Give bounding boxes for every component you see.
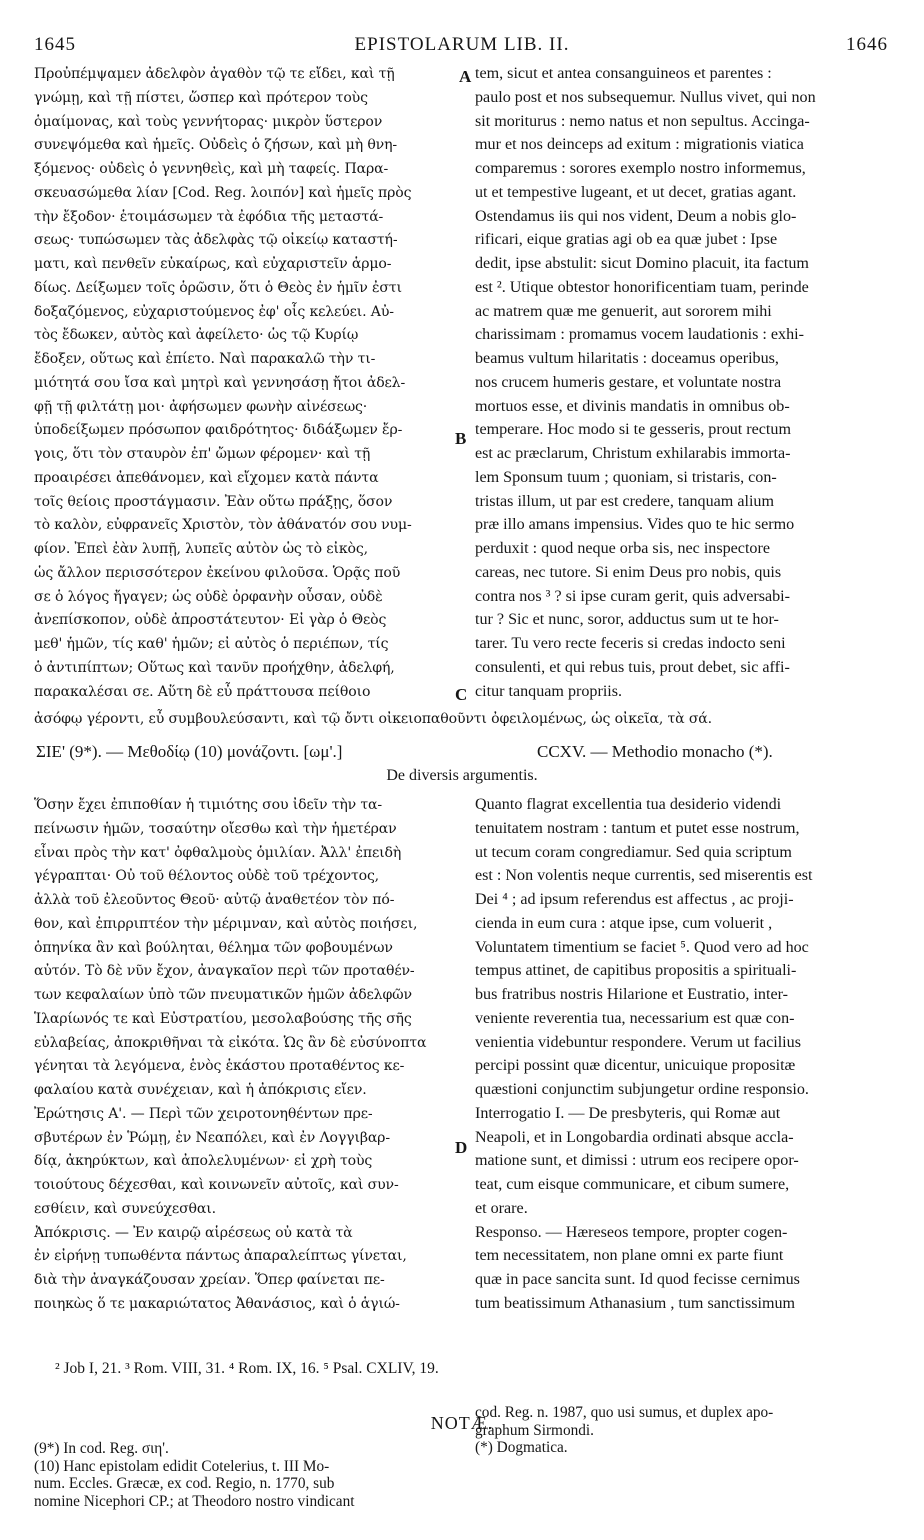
latin-text-line: temperare. Hoc modo si te gesseris, prout rectum <box>475 421 791 439</box>
latin-text-line: tem necessitatem, non plane omni ex parte fiunt <box>475 1247 784 1265</box>
margin-marker-b: B <box>455 429 467 448</box>
greek-text-line: ὡς ἄλλον περισσότερον ἐκείνου φιλοῦσα. Ὁρᾷς ποῦ <box>34 564 401 581</box>
letter-subtitle: De diversis argumentis. <box>386 767 538 784</box>
greek-text-line: τοῖς θείοις προστάγμασιν. Ἐὰν οὕτω πράξῃς, ὅσον <box>34 493 393 510</box>
latin-text-line: perduxit : quod neque orba sis, nec inspectore <box>475 540 770 557</box>
margin-marker-c: C <box>455 685 468 704</box>
note-line: cod. Reg. n. 1987, quo usi sumus, et duplex apo- <box>475 1404 774 1421</box>
latin-text-line: quæstioni conjunctim subjungetur ordine responsio. <box>475 1081 809 1098</box>
latin-text-line: teat, cum eisque communicare, et cibum sumere, <box>475 1176 790 1193</box>
greek-text-line: Προὐπέμψαμεν ἀδελφὸν ἀγαθὸν τῷ τε εἴδει, καὶ τῇ <box>34 66 395 82</box>
latin-text-line: tristas illum, ut par est credere, tanquam alium <box>475 492 774 510</box>
latin-text-line: tem, sicut et antea consanguineos et parentes : <box>475 65 772 82</box>
greek-text-line: γένηται τὰ λεγόμενα, ἑνὸς ἑκάστου προταθέντος κε- <box>34 1058 405 1075</box>
latin-text-line: mortuos esse, et divinis mandatis in omnibus ob- <box>475 397 790 415</box>
latin-text-line: consulenti, et qui rebus tuis, prout debet, sic affi- <box>475 658 790 676</box>
latin-text-line: contra nos ³ ? si ipse curam gerit, quis adversabi- <box>475 587 790 605</box>
latin-text-line: careas, nec tutore. Si enim Deus pro nobis, quis <box>475 563 782 581</box>
notae-heading: NOTÆ. <box>430 1413 494 1433</box>
greek-text-line: δίᾳ, ἀκηρύκτων, καὶ ἀπολελυμένων· εἰ χρὴ τοὺς <box>34 1153 373 1170</box>
page-number-right: 1646 <box>846 34 888 55</box>
latin-text-line: est ². Utique obtestor honorificentiam tuam, perinde <box>475 278 809 296</box>
latin-text-line: est : Non volentis neque currentis, sed miserentis est <box>475 867 813 885</box>
latin-text-line: percipi possint quæ dicentur, unicuique propositæ <box>475 1057 796 1075</box>
greek-text-line: σε ὁ λόγος ἤγαγεν; ὡς οὐδὲ ὀρφανὴν οὖσαν, οὐδὲ <box>34 588 383 605</box>
greek-text-line: σβυτέρων ἐν Ῥώμῃ, ἐν Νεαπόλει, καὶ ἐν Λογγιβαρ- <box>34 1129 390 1146</box>
greek-text-line: γοις, ὅτι τὸν σταυρὸν ἐπ' ὤμων φέρομεν· καὶ τῇ <box>34 446 371 462</box>
latin-text-line: Responso. — Hæreseos tempore, propter cogen- <box>475 1223 788 1241</box>
latin-text-line: nos crucem humeris gestare, et voluntate nostra <box>475 373 782 391</box>
greek-text-line: θον, καὶ ἐπιρριπτέον τὴν μέριμναν, καὶ αὐτὸς ποιήσει, <box>34 915 418 932</box>
greek-text-line: φαλαίου κατὰ συνέχειαν, καὶ ἡ ἀπόκρισις εἴεν. <box>34 1082 367 1098</box>
greek-text-line: ἐν εἰρήνῃ τυπωθέντα πάντως ἀπαραλείπτως γίνεται, <box>34 1248 407 1265</box>
greek-text-line: Ὅσην ἔχει ἐπιποθίαν ἡ τιμιότης σου ἰδεῖν τὴν τα- <box>34 797 383 813</box>
greek-text-line: προαιρέσει ἀπεθάνομεν, καὶ εἴχομεν κατὰ πάντα <box>34 469 379 486</box>
greek-text-line: ἀλλὰ τοῦ ἐλεοῦντος Θεοῦ· αὐτῷ ἀναθετέον τὸν πό- <box>34 892 395 908</box>
note-line: (10) Hanc epistolam edidit Cotelerius, t. III Mo- <box>34 1457 330 1475</box>
greek-text-line: ὑποδείξωμεν πρόσωπον φαιδρότητος· διδάξωμεν ἔρ- <box>34 422 403 439</box>
greek-text-line: ποιηκὼς ὅ τε μακαριώτατος Ἀθανάσιος, καὶ ὁ ἁγιώ- <box>34 1295 400 1312</box>
latin-text-line: quæ in pace sancita sunt. Id quod fecisse cernimus <box>475 1271 800 1288</box>
page-number-left: 1645 <box>34 34 76 55</box>
latin-text-line: Voluntatem timentium se faciet ⁵. Quod vero ad hoc <box>475 938 809 956</box>
greek-text-line: ὁ ἀντιπίπτων; Οὕτως καὶ τανῦν προήχθην, ἀδελφή, <box>34 659 395 676</box>
latin-letter-heading: CCXV. — Methodio monacho (*). <box>537 742 773 761</box>
note-line: (9*) In cod. Reg. σιη'. <box>34 1440 169 1457</box>
greek-text-line: Ἱλαρίωνός τε καὶ Εὐστρατίου, μεσολαβούσης τῆς σῆς <box>34 1010 412 1027</box>
latin-text-line: Interrogatio I. — De presbyteris, qui Romæ aut <box>475 1104 781 1122</box>
greek-text-line: ἔδοξεν, οὕτως καὶ ἐπίετο. Ναὶ παρακαλῶ τὴν τι- <box>34 351 376 367</box>
latin-text-line: tenuitatem nostram : tantum et putet esse nostrum, <box>475 819 800 837</box>
scripture-footnotes: ² Job I, 21. ³ Rom. VIII, 31. ⁴ Rom. IX, 16. ⁵ Psal. CXLIV, 19. <box>55 1360 439 1377</box>
greek-text-line: μιότητά σου ἴσα καὶ μητρὶ καὶ γεννησάσῃ ἤτοι ἀδελ- <box>34 374 406 391</box>
greek-text-line: Ἐρώτησις Α'. — Περὶ τῶν χειροτονηθέντων πρε- <box>34 1105 373 1122</box>
greek-text-line: αὐτόν. Τὸ δὲ νῦν ἔχον, ἀναγκαῖον περὶ τῶν προταθέν- <box>34 963 415 980</box>
note-line: graphum Sirmondi. <box>475 1421 594 1439</box>
greek-text-line: τὸς ἔδωκεν, αὐτὸς καὶ ἀφείλετο· ὡς τῷ Κυρίῳ <box>34 327 359 344</box>
greek-text-line: φῇ τῇ φιλτάτῃ μοι· ἀφήσωμεν φωνὴν αἰνέσεως· <box>34 398 368 415</box>
greek-text-line: γέγραπται· Οὐ τοῦ θέλοντος οὐδὲ τοῦ τρέχοντος, <box>34 868 380 885</box>
greek-text-line: εσθίειν, καὶ συνεύχεσθαι. <box>34 1200 216 1217</box>
latin-text-line: Ostendamus iis qui nos vident, Deum a nobis glo- <box>475 207 797 225</box>
note-line: (*) Dogmatica. <box>475 1439 568 1456</box>
latin-text-line: et orare. <box>475 1199 528 1217</box>
margin-marker-a: A <box>459 67 472 86</box>
latin-text-line: ut et tempestive lugeant, et ut decet, gratias agant. <box>475 183 797 201</box>
greek-text-line: εὐλαβείας, ἀποκριθῆναι τὰ εἰκότα. Ὡς ἂν δὲ εὐσύνοπτα <box>34 1034 427 1051</box>
note-line: num. Eccles. Græcæ, ex cod. Regio, n. 1770, sub <box>34 1475 335 1492</box>
latin-text-line: beamus vultum hilaritatis : doceamus operibus, <box>475 350 779 367</box>
latin-text-line: cienda in eum cura : atque ipse, cum voluerit , <box>475 914 773 932</box>
latin-text-line: bus fratribus nostris Hilarione et Eustratio, inter- <box>475 986 788 1003</box>
latin-text-line: charissimam : promamus vocem laudationis : exhi- <box>475 326 804 344</box>
latin-text-line: comparemus : sorores exemplo nostro informemus, <box>475 160 806 177</box>
greek-text-line: φίον. Ἐπεὶ ἐὰν λυπῇ, λυπεῖς αὐτὸν ὡς τὸ εἰκὸς, <box>34 541 368 557</box>
greek-text-line: τὴν ἔξοδον· ἑτοιμάσωμεν τὰ ἐφόδια τῆς μεταστά- <box>34 208 384 225</box>
latin-text-line: tum beatissimum Athanasium , tum sanctissimum <box>475 1294 796 1312</box>
greek-text-line: ὁμαίμονας, καὶ τοὺς γεννήτορας· μικρὸν ὕστερον <box>34 113 383 130</box>
latin-text-line: Quanto flagrat excellentia tua desiderio videndi <box>475 796 782 813</box>
note-line: nomine Nicephori CP.; at Theodoro nostro vindicant <box>34 1492 355 1510</box>
latin-text-line: paulo post et nos subsequemur. Nullus vivet, qui non <box>475 88 816 106</box>
latin-text-line: Neapoli, et in Longobardia ordinati absque accla- <box>475 1128 794 1146</box>
latin-text-line: tempus attinet, de capitibus propositis a spirituali- <box>475 962 797 980</box>
greek-text-line: γνώμῃ, καὶ τῇ πίστει, ὥσπερ καὶ πρότερον τοὺς <box>34 89 368 106</box>
greek-text-line: σκευασώμεθα λίαν [Cod. Reg. λοιπόν] καὶ ἡμεῖς πρὸς <box>34 184 412 201</box>
latin-text-line: tur ? Sic et nunc, soror, adductus sum ut te hor- <box>475 611 779 629</box>
greek-text-line: τοιούτους δέχεσθαι, καὶ κοινωνεῖν αὐτοῖς, καὶ συν- <box>34 1177 399 1193</box>
latin-text-line: veniente reverentia tua, necessarium est quæ con- <box>475 1009 795 1027</box>
greek-text-line: διὰ τὴν ἀναγκάζουσαν χρείαν. Ὅπερ φαίνεται πε- <box>34 1272 385 1288</box>
latin-text-line: matione sunt, et dimissi : utrum eos recipere opor- <box>475 1152 799 1170</box>
latin-text-line: tarer. Tu vero recte feceris si credas indocto seni <box>475 635 786 652</box>
running-title: EPISTOLARUM LIB. II. <box>354 34 570 55</box>
latin-text-line: præ illo amans impensius. Vides quo te hic sermo <box>475 516 795 534</box>
latin-text-line: est ac præclarum, Christum exhilarabis immorta- <box>475 445 791 462</box>
greek-text-line: παρακαλέσαι σε. Αὕτη δὲ εὖ πράττουσα πείθοιο <box>34 683 371 700</box>
latin-text-line: ut tecum coram congrediamur. Sed quia scriptum <box>475 843 792 861</box>
latin-text-line: dedit, ipse abstulit: sicut Domino placuit, ita factum <box>475 255 809 272</box>
greek-text-line: συνεψόμεθα καὶ ἡμεῖς. Οὐδεὶς ὁ ζήσων, καὶ μὴ θνη- <box>34 137 397 154</box>
latin-text-line: rificari, eique gratias agi ob ea quæ jubet : Ipse <box>475 231 778 249</box>
greek-text-line: των κεφαλαίων ὑπὸ τῶν πνευματικῶν ἡμῶν ἀδελφῶν <box>34 987 412 1003</box>
greek-text-line: πείνωσιν ἡμῶν, τοσαύτην οἴεσθω καὶ τὴν ἡμετέραν <box>34 820 397 837</box>
latin-text-line: lem Sponsum tuum ; quoniam, si tristaris, con- <box>475 468 777 486</box>
latin-text-line: ac matrem quæ me genuerit, aut sororem mihi <box>475 302 772 320</box>
greek-text-line: Ἀπόκρισις. — Ἐν καιρῷ αἱρέσεως οὐ κατὰ τὰ <box>34 1224 353 1241</box>
greek-text-line: σεως· τυπώσωμεν τὰς ἀδελφὰς τῷ οἰκείῳ καταστή- <box>34 232 398 249</box>
margin-marker-d: D <box>455 1138 468 1157</box>
greek-full-width-line: ἀσόφῳ γέροντι, εὖ συμβουλεύσαντι, καὶ τῷ ὄντι οἰκειοπαθοῦντι ὀφειλομένως, ὡς οἰκεῖα, τὰ σά. <box>34 711 713 727</box>
greek-text-line: δοξαζόμενος, εὐχαριστούμενος ἐφ' οἷς κελεύει. Αὐ- <box>34 303 394 320</box>
greek-text-line: τὸ καλὸν, εὐφρανεῖς Χριστὸν, τὸν ἀθάνατόν σου νυμ- <box>34 517 412 534</box>
greek-text-line: ὁπηνίκα ἂν καὶ βούληται, θέλημα τῶν φοβουμένων <box>34 939 393 956</box>
greek-letter-heading: ΣΙΕ' (9*). — Μεθοδίῳ (10) μονάζοντι. [ωμ'.] <box>36 742 343 761</box>
latin-text-line: mur et nos deinceps ad exitum : migrationis viatica <box>475 136 804 154</box>
greek-text-line: ματι, καὶ πενθεῖν εὐκαίρως, καὶ εὐχαριστεῖν ἁρμο- <box>34 256 392 272</box>
greek-text-line: δίως. Δείξωμεν τοῖς ὁρῶσιν, ὅτι ὁ Θεὸς ἐν ἡμῖν ἐστι <box>34 279 402 296</box>
greek-text-line: εἶναι πρὸς τὴν κατ' ὀφθαλμοὺς ὁμιλίαν. Ἀλλ' ἐπειδὴ <box>34 844 402 861</box>
latin-text-line: venientia videbuntur respondere. Verum ut facilius <box>475 1033 801 1051</box>
greek-text-line: μεθ' ἡμῶν, τίς καθ' ἡμῶν; εἰ αὐτὸς ὁ περιέπων, τίς <box>34 636 389 652</box>
greek-text-line: ξόμενος· οὐδεὶς ὁ γεννηθεὶς, καὶ μὴ ταφείς. Παρα- <box>34 161 389 177</box>
latin-text-line: Dei ⁴ ; ad ipsum referendus est affectus , ac proji- <box>475 891 794 908</box>
greek-text-line: ἀνεπίσκοπον, οὐδὲ ἀπροστάτευτον· Εἰ γὰρ ὁ Θεὸς <box>34 612 387 629</box>
latin-text-line: citur tanquam propriis. <box>475 682 623 700</box>
latin-text-line: sit moriturus : nemo natus et non sepultus. Accinga- <box>475 112 810 130</box>
